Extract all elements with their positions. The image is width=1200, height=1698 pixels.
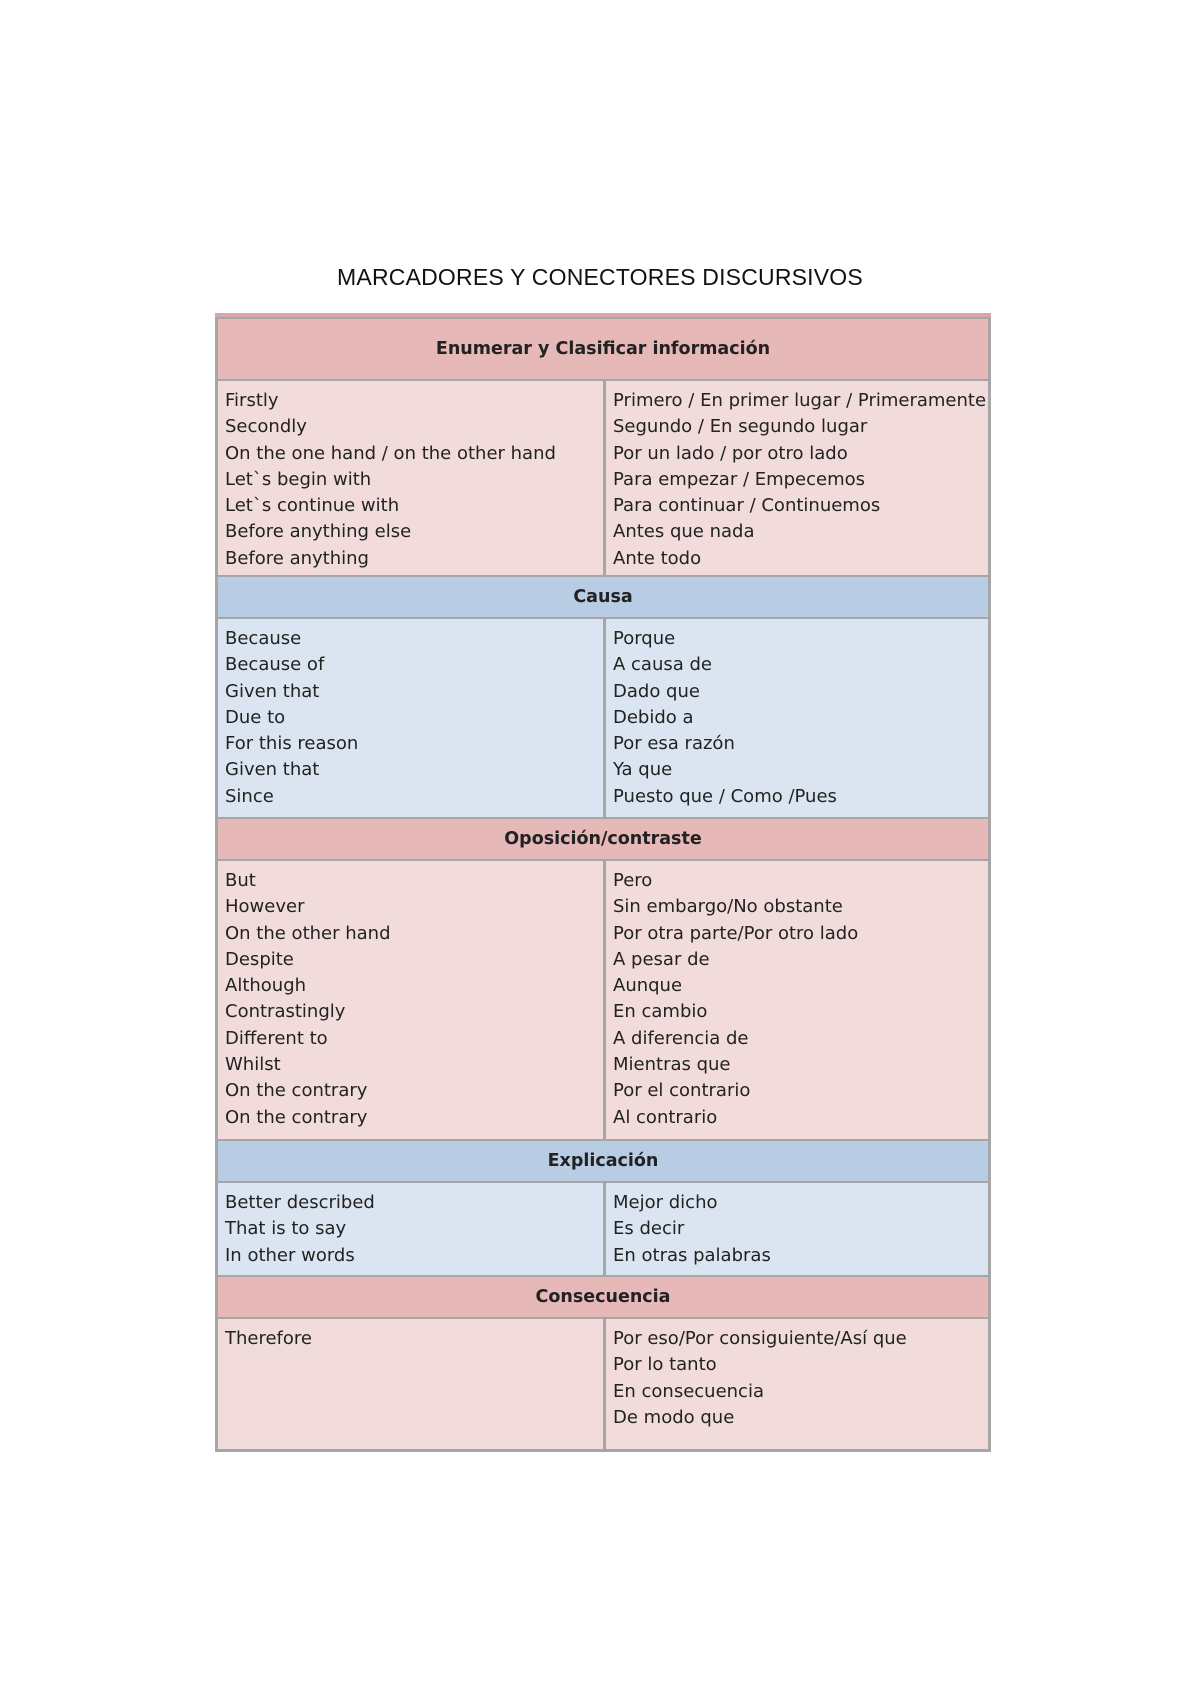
spanish-term: Por el contrario (613, 1080, 751, 1102)
spanish-term: Mejor dicho (613, 1192, 718, 1213)
section-body (215, 859, 991, 1139)
english-term: Before anything (225, 547, 369, 569)
english-column (218, 619, 603, 817)
spanish-term: A causa de (613, 654, 712, 676)
spanish-term: Mientras que (613, 1054, 731, 1076)
spanish-term: Antes que nada (613, 521, 755, 543)
english-term: Better described (225, 1192, 375, 1213)
spanish-column (603, 1319, 988, 1449)
english-term: Because (225, 628, 302, 649)
spanish-column (603, 1183, 988, 1275)
section-body (215, 617, 991, 817)
spanish-term: Es decir (613, 1218, 685, 1240)
section-explicacion (215, 1139, 991, 1275)
english-term: On the other hand (225, 922, 391, 944)
english-column (218, 1183, 603, 1275)
english-term: On the contrary (225, 1080, 368, 1102)
english-term: However (225, 896, 305, 918)
english-column (218, 1319, 603, 1449)
section-body (215, 379, 991, 575)
english-term: Despite (225, 948, 294, 970)
english-term: Given that (225, 759, 320, 781)
spanish-term: A diferencia de (613, 1027, 749, 1049)
spanish-term: Por lo tanto (613, 1354, 717, 1376)
english-term: Due to (225, 706, 286, 728)
english-term: Secondly (225, 416, 307, 438)
spanish-term: Sin embargo/No obstante (613, 896, 843, 918)
english-term: Given that (225, 680, 320, 702)
spanish-term: Aunque (613, 975, 683, 997)
spanish-term: Por esa razón (613, 733, 735, 755)
section-heading: Enumerar y Clasificar información (215, 317, 991, 379)
english-term: That is to say (225, 1218, 347, 1240)
spanish-term: De modo que (613, 1406, 735, 1428)
english-column (218, 861, 603, 1139)
spanish-term: Dado que (613, 680, 700, 702)
english-term: But (225, 870, 256, 891)
section-consecuencia (215, 1275, 991, 1449)
spanish-column (603, 861, 988, 1139)
spanish-term: Primero / En primer lugar / Primeramente (613, 390, 987, 411)
section-heading: Explicación (215, 1139, 991, 1181)
english-term: Whilst (225, 1054, 281, 1076)
section-heading: Causa (215, 575, 991, 617)
spanish-column (603, 381, 988, 575)
spanish-term: A pesar de (613, 948, 710, 970)
english-term: On the contrary (225, 1106, 368, 1128)
spanish-term: Porque (613, 628, 676, 649)
english-term: Since (225, 785, 274, 807)
english-term: In other words (225, 1244, 355, 1266)
english-term: Different to (225, 1027, 328, 1049)
english-term: Firstly (225, 390, 279, 411)
spanish-term: Para continuar / Continuemos (613, 495, 881, 517)
spanish-term: Puesto que / Como /Pues (613, 785, 837, 807)
section-body (215, 1181, 991, 1275)
english-term: Because of (225, 654, 325, 676)
spanish-term: Pero (613, 870, 653, 891)
spanish-term: En otras palabras (613, 1244, 771, 1266)
spanish-term: Debido a (613, 706, 694, 728)
spanish-term: Ya que (613, 759, 673, 781)
spanish-term: Por eso/Por consiguiente/Así que (613, 1328, 907, 1349)
english-term: Although (225, 975, 307, 997)
section-oposicion (215, 817, 991, 1139)
english-term: Before anything else (225, 521, 412, 543)
english-term: Contrastingly (225, 1001, 346, 1023)
english-term: On the one hand / on the other hand (225, 442, 556, 464)
spanish-term: Por otra parte/Por otro lado (613, 922, 859, 944)
spanish-term: Segundo / En segundo lugar (613, 416, 868, 438)
section-heading: Oposición/contraste (215, 817, 991, 859)
spanish-term: Ante todo (613, 547, 702, 569)
spanish-term: Al contrario (613, 1106, 718, 1128)
table-bottom-border (215, 1449, 991, 1452)
section-body (215, 1317, 991, 1449)
english-term: Let`s begin with (225, 468, 372, 490)
document-title: MARCADORES Y CONECTORES DISCURSIVOS (337, 264, 863, 290)
english-term: For this reason (225, 733, 359, 755)
english-column (218, 381, 603, 575)
spanish-term: Para empezar / Empecemos (613, 468, 866, 490)
english-term: Let`s continue with (225, 495, 400, 517)
section-causa (215, 575, 991, 817)
spanish-term: Por un lado / por otro lado (613, 442, 848, 464)
spanish-column (603, 619, 988, 817)
english-term: Therefore (225, 1328, 312, 1349)
spanish-term: En consecuencia (613, 1380, 764, 1402)
connectors-table (215, 313, 991, 1452)
section-enumerar (215, 317, 991, 575)
section-heading: Consecuencia (215, 1275, 991, 1317)
spanish-term: En cambio (613, 1001, 708, 1023)
